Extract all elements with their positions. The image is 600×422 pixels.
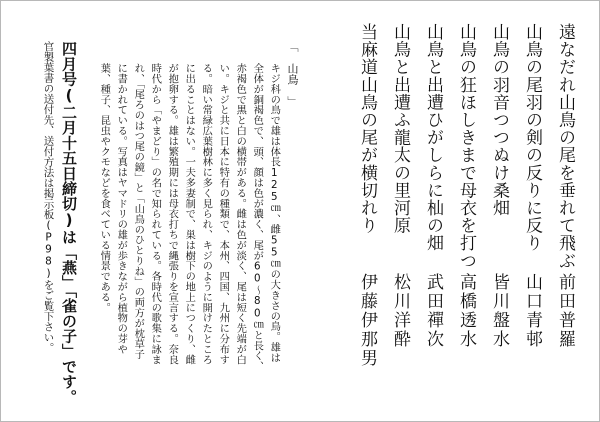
note-line: 全体が銅褐色で、頭、顔は色が濃く、尾が60～80㎝と長く、 — [251, 63, 264, 372]
haiku-line: 山鳥の羽音つつぬけ桑畑 — [489, 23, 509, 217]
note-line: 時代から「やまどり」の名で知られている。各時代の歌集に詠ま — [149, 63, 162, 365]
haiku-author: 山口青邨 — [522, 273, 542, 349]
haiku-author: 皆川盤水 — [489, 273, 509, 349]
issue-headline: 四月号(二月十五日締切)は「燕」「雀の子」です。 — [60, 41, 78, 405]
haiku-author: 松川洋酔 — [390, 273, 410, 349]
note-line: に書かれている。写真はヤマドリの雄が歩きながら植物の芽や — [115, 63, 128, 355]
note-line: 赤褐色で黒と白の横帯がある。雌は色が淡く、尾は短く先端が白 — [234, 63, 247, 365]
haiku-line: 山鳥と出遭ひがしらに杣の畑 — [423, 23, 443, 252]
note-title: 「 山鳥 」 — [286, 41, 299, 107]
haiku-author: 高橋透水 — [456, 273, 476, 349]
note-line: れ、「尾ろのはつ尾の鏡」と「山鳥のひとりね」の両方が枕草子 — [132, 63, 145, 360]
haiku-line: 山鳥と出遭ふ龍太の里河原 — [390, 23, 410, 235]
haiku-line: 遠なだれ山鳥の尾を垂れて飛ぶ — [555, 23, 575, 270]
note-line: い。キジと共に日本に特有の種類で、本州、四国、九州に分布す — [217, 63, 230, 365]
note-line: キジ科の鳥で雄は体長125㎝、雌55㎝の大きさの鳥。雄は — [268, 63, 281, 363]
haiku-author: 武田禪次 — [423, 273, 443, 349]
note-line: る。暗い常緑広葉樹林に多く見られ、キジのように開けたところ — [200, 63, 213, 365]
haiku-author: 前田普羅 — [555, 273, 575, 349]
haiku-author: 伊藤伊那男 — [357, 273, 377, 368]
note-line: が抱卵する。雄は繁殖期には母衣打ちで縄張りを宣言する。奈良 — [166, 63, 179, 365]
note-line: 葉、種子、昆虫やクモなどを食べている情景である。 — [98, 63, 111, 313]
haiku-line: 当麻道山鳥の尾が横切れり — [357, 23, 377, 235]
haiku-line: 山鳥の尾羽の剣の反りに反り — [522, 23, 542, 252]
submission-instructions: 官製葉書の送付先、送付方法は掲示板(P98)をご覧下さい。 — [42, 41, 55, 353]
haiku-line: 山鳥の狂ほしきまで母衣を打つ — [456, 23, 476, 270]
note-line: に出ることはない。一夫多妻制で、巣は樹下の地上につくり、雌 — [183, 63, 196, 365]
